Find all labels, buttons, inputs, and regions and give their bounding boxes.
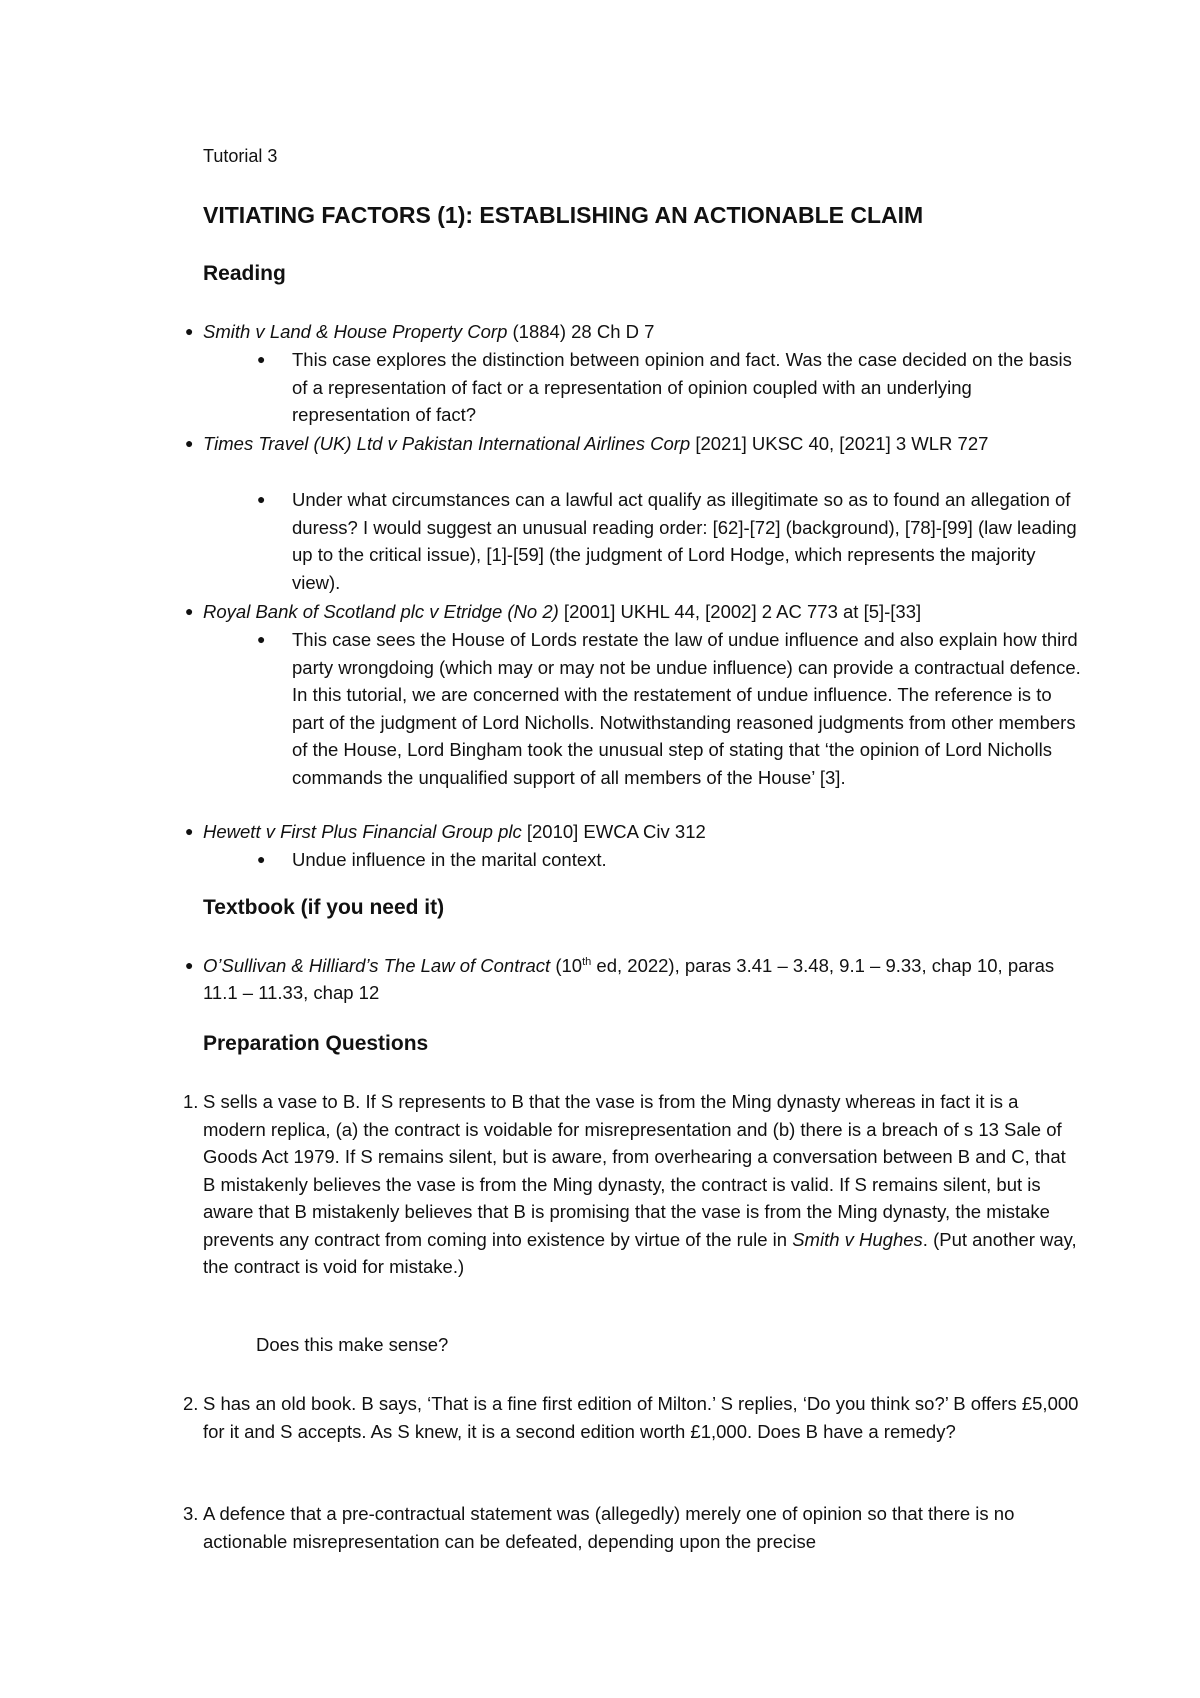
reading-note-3 [257,626,1082,791]
bullet-icon: ● [185,435,194,451]
case-name: Times Travel (UK) Ltd v Pakistan International Airlines Corp [203,433,691,454]
question-text: S has an old book. B says, ‘That is a fine first edition of Milton.’ S replies, ‘Do you think so?’ B offers £5,000 for it and S accepts. As S knew, it is a second edition worth £1,000. Does B have a remedy? [203,1393,1079,1442]
reading-heading: Reading [203,262,286,285]
case-citation: [2021] UKSC 40, [2021] 3 WLR 727 [690,433,989,454]
bullet-icon: ● [257,631,266,647]
reading-item-3 [185,598,1083,625]
question-text-end: . (Put another way, the contract is void for mistake.) [203,1228,1077,1277]
preparation-heading: Preparation Questions [203,1032,429,1055]
bullet-icon: ● [185,603,194,619]
textbook-heading: Textbook (if you need it) [203,896,445,919]
question-3 [183,1500,1083,1555]
bullet-icon: ● [257,851,266,867]
book-title: O’Sullivan & Hilliard’s The Law of Contract [203,955,551,976]
question-text: A defence that a pre-contractual statement was (allegedly) merely one of opinion so that there is no actionable misrepresentation can be defeated, depending upon the precise [203,1503,1015,1552]
case-name: Royal Bank of Scotland plc v Etridge (No 2) [203,601,559,622]
reading-note-1 [257,346,1082,429]
reading-item-1 [185,318,1083,345]
textbook-item [185,952,1083,1006]
reading-item-4 [185,818,1083,845]
question-text: S sells a vase to B. If S represents to B that the vase is from the Ming dynasty whereas in fact it is a modern replica, (a) the contract is voidable for misrepresentation and (b) there is a breach of s 13 Sale of Goods Act 1979. If S remains silent, but is aware, from overhearing a conversation between B and C, that B mistakenly believes the vase is from the Ming dynasty, the contract is valid. If S remains silent, but is aware that B mistakenly believes that B is promising that the vase is from the Ming dynasty, the mistake prevents any contract from coming into existence by virtue of the rule in [203,1091,1066,1250]
edition-superscript: th [582,955,592,968]
bullet-icon: ● [185,957,194,973]
case-citation: (1884) 28 Ch D 7 [507,321,655,342]
case-name: Hewett v First Plus Financial Group plc [203,821,522,842]
textbook-paras: ed, 2022), paras 3.41 – 3.48, 9.1 – 9.33, chap 10, paras 11.1 – 11.33, chap 12 [203,955,1055,1003]
case-name: Smith v Hughes [792,1228,923,1250]
note-text: Undue influence in the marital context. [292,849,607,870]
question-number: 3. [183,1503,199,1524]
edition-prefix: (10 [550,955,583,976]
reading-item-2 [185,430,1083,457]
bullet-icon: ● [185,823,194,839]
question-number: 2. [183,1393,199,1414]
bullet-icon: ● [185,323,194,339]
reading-note-4 [257,846,1082,874]
reading-note-2 [257,486,1082,596]
bullet-icon: ● [257,491,266,507]
case-name: Smith v Land & House Property Corp [203,321,508,342]
bullet-icon: ● [257,351,266,367]
question-1-aside: Does this make sense? [256,1334,449,1355]
note-text: Under what circumstances can a lawful act qualify as illegitimate so as to found an allegation of duress? I would suggest an unusual reading order: [62]-[72] (background), [78]-[99] (law leading up to the critical issue), [1]-[59] (the judgment of Lord Hodge, which represents the majority view). [292,489,1077,593]
question-number: 1. [183,1091,199,1112]
note-text: This case explores the distinction between opinion and fact. Was the case decided on the basis of a representation of fact or a representation of opinion coupled with an underlying representation of fact? [292,349,1072,425]
question-1 [183,1088,1083,1281]
case-citation: [2010] EWCA Civ 312 [521,821,706,842]
note-text: This case sees the House of Lords restate the law of undue influence and also explain how third party wrongdoing (which may or may not be undue influence) can provide a contractual defence. In this tutorial, we are concerned with the restatement of undue influence. The reference is to part of the judgment of Lord Nicholls. Notwithstanding reasoned judgments from other members of the House, Lord Bingham took the unusual step of stating that ‘the opinion of Lord Nicholls commands the unqualified support of all members of the House’ [3]. [292,629,1081,788]
question-2 [183,1390,1083,1445]
case-citation: [2001] UKHL 44, [2002] 2 AC 773 at [5]-[33] [558,601,922,622]
tutorial-label: Tutorial 3 [203,146,278,166]
page-title: VITIATING FACTORS (1): ESTABLISHING AN ACTIONABLE CLAIM [203,202,924,228]
